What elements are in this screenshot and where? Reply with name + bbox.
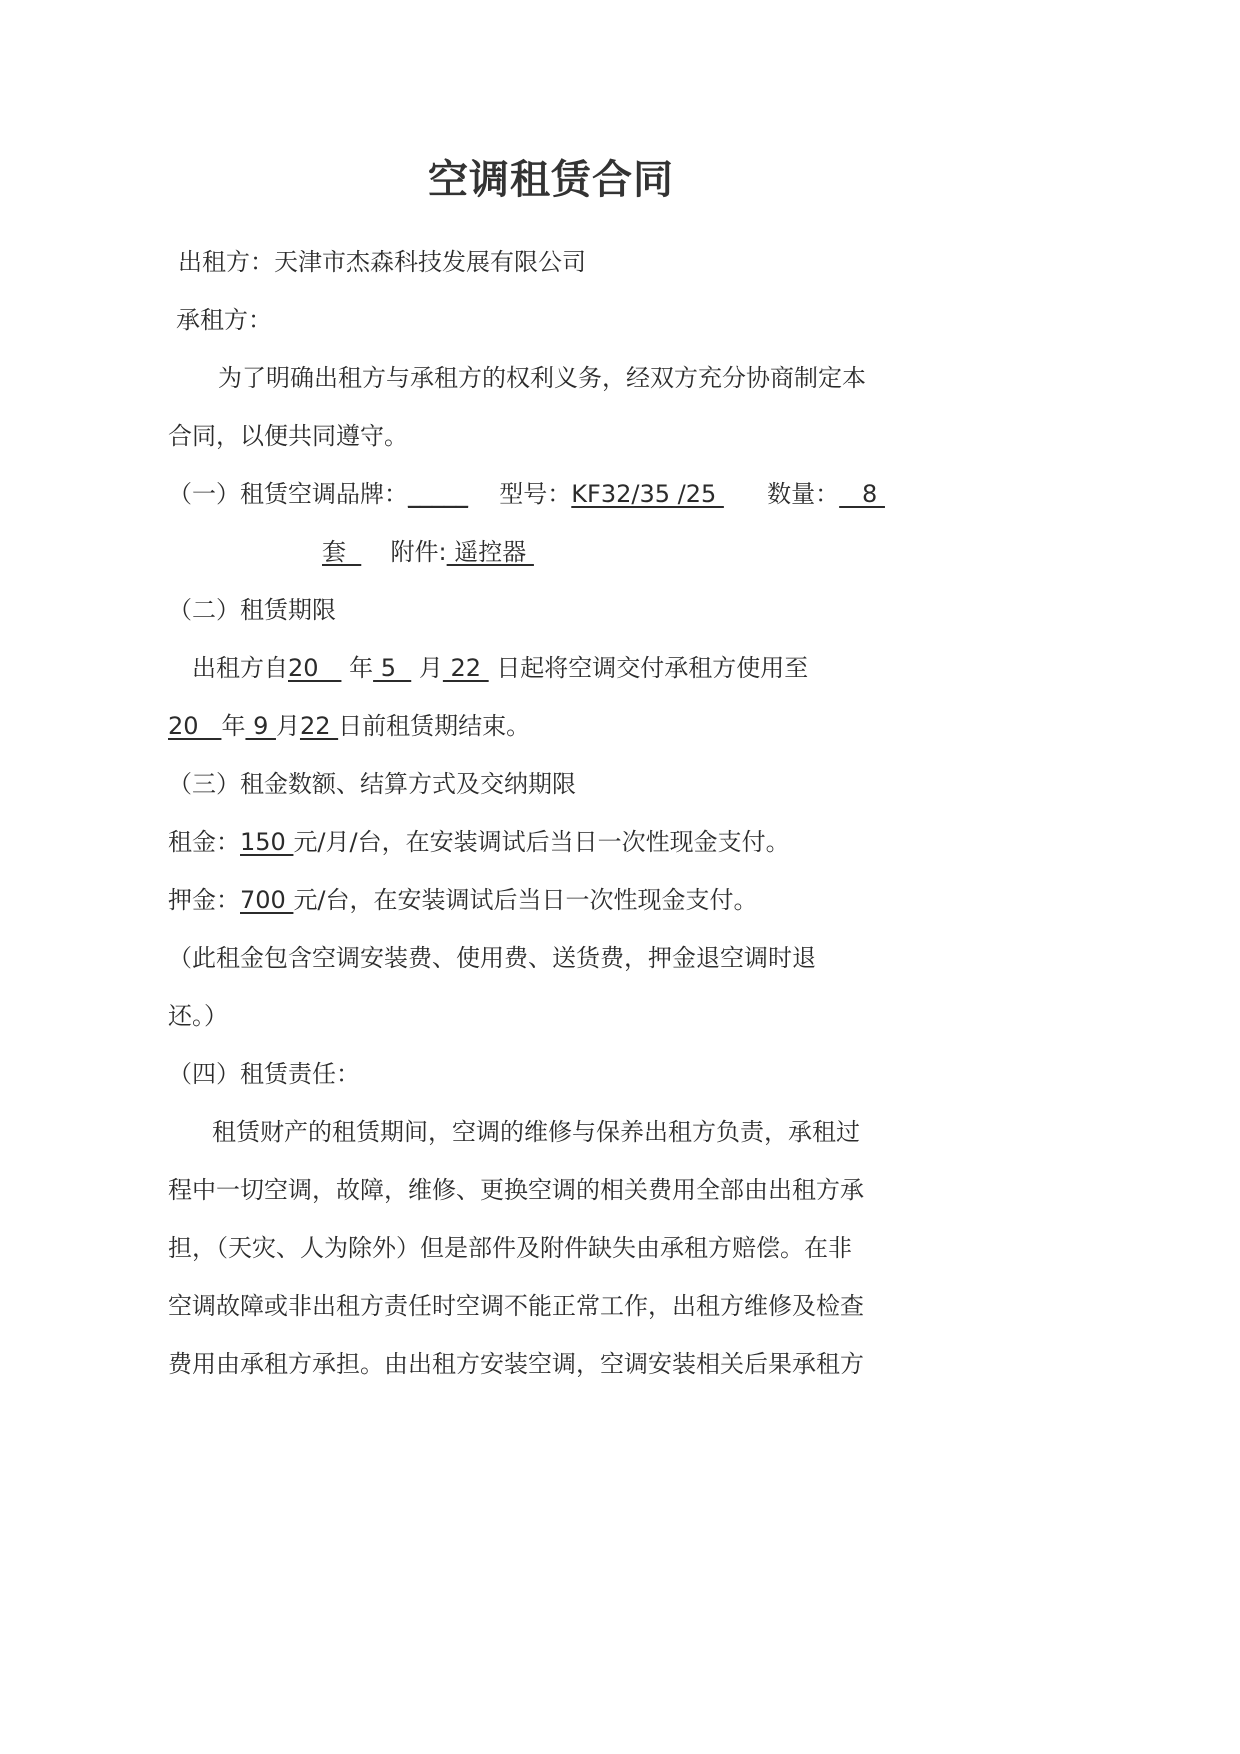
- lessor-line: 出租方：天津市杰森科技发展有限公司: [178, 248, 586, 276]
- end-day: 22: [299, 712, 339, 740]
- brand-label: （一）租赁空调品牌：: [168, 480, 408, 508]
- rent-line: [168, 826, 790, 858]
- start-month: 5: [373, 654, 412, 682]
- rent-text: 元/月/台，在安装调试后当日一次性现金支付。: [293, 828, 790, 856]
- rent-note-line-1: （此租金包含空调安装费、使用费、送货费，押金退空调时退: [168, 944, 816, 972]
- unit-value: 套: [322, 538, 362, 566]
- brand-blank: _____: [408, 480, 468, 508]
- quantity-value: 8: [839, 480, 885, 508]
- start-prefix: 出租方自: [192, 654, 288, 682]
- deposit-label: 押金：: [168, 886, 240, 914]
- accessory-value: 遥控器: [446, 538, 534, 566]
- start-year: 20: [288, 654, 342, 682]
- quantity-label: 数量：: [767, 480, 840, 508]
- responsibility-line-5: 费用由承租方承担。由出租方安装空调，空调安装相关后果承租方: [168, 1350, 864, 1378]
- lease-end-line: [168, 710, 530, 742]
- end-month-char: 月: [275, 712, 300, 740]
- start-month-char: 月: [418, 654, 443, 682]
- accessory-label: 附件:: [390, 538, 447, 566]
- section4-heading: （四）租赁责任：: [168, 1060, 360, 1088]
- lease-mid-text: 日起将空调交付承租方使用至: [496, 654, 809, 682]
- rent-note-line-2: 还。）: [168, 1002, 228, 1030]
- model-value: KF32/35 /25: [571, 480, 724, 508]
- responsibility-line-3: 担，（天灾、人为除外）但是部件及附件缺失由承租方赔偿。在非: [168, 1234, 852, 1262]
- intro-line-2: 合同，以便共同遵守。: [168, 422, 408, 450]
- section3-heading: （三）租金数额、结算方式及交纳期限: [168, 770, 576, 798]
- end-year: 20: [168, 712, 222, 740]
- rent-value: 150: [240, 828, 294, 856]
- start-day: 22: [442, 654, 489, 682]
- section1-line-1: [168, 478, 885, 510]
- end-year-char: 年: [221, 712, 246, 740]
- deposit-line: [168, 884, 758, 916]
- end-month: 9: [245, 712, 276, 740]
- lease-end-text: 日前租赁期结束。: [338, 712, 531, 740]
- deposit-text: 元/台，在安装调试后当日一次性现金支付。: [293, 886, 758, 914]
- lessee-line: 承租方：: [176, 306, 272, 334]
- responsibility-line-1: 租赁财产的租赁期间，空调的维修与保养出租方负责，承租过: [212, 1118, 860, 1146]
- start-year-char: 年: [349, 654, 374, 682]
- rent-label: 租金：: [168, 828, 240, 856]
- section2-heading: （二）租赁期限: [168, 596, 336, 624]
- responsibility-line-4: 空调故障或非出租方责任时空调不能正常工作，出租方维修及检查: [168, 1292, 864, 1320]
- document-title: 空调租赁合同: [428, 156, 674, 203]
- lease-start-line: [192, 652, 808, 684]
- section1-line-2: [322, 536, 534, 568]
- intro-line-1: 为了明确出租方与承租方的权利义务，经双方充分协商制定本: [218, 364, 866, 392]
- model-label: 型号：: [499, 480, 572, 508]
- responsibility-line-2: 程中一切空调，故障，维修、更换空调的相关费用全部由出租方承: [168, 1176, 864, 1204]
- deposit-value: 700: [240, 886, 294, 914]
